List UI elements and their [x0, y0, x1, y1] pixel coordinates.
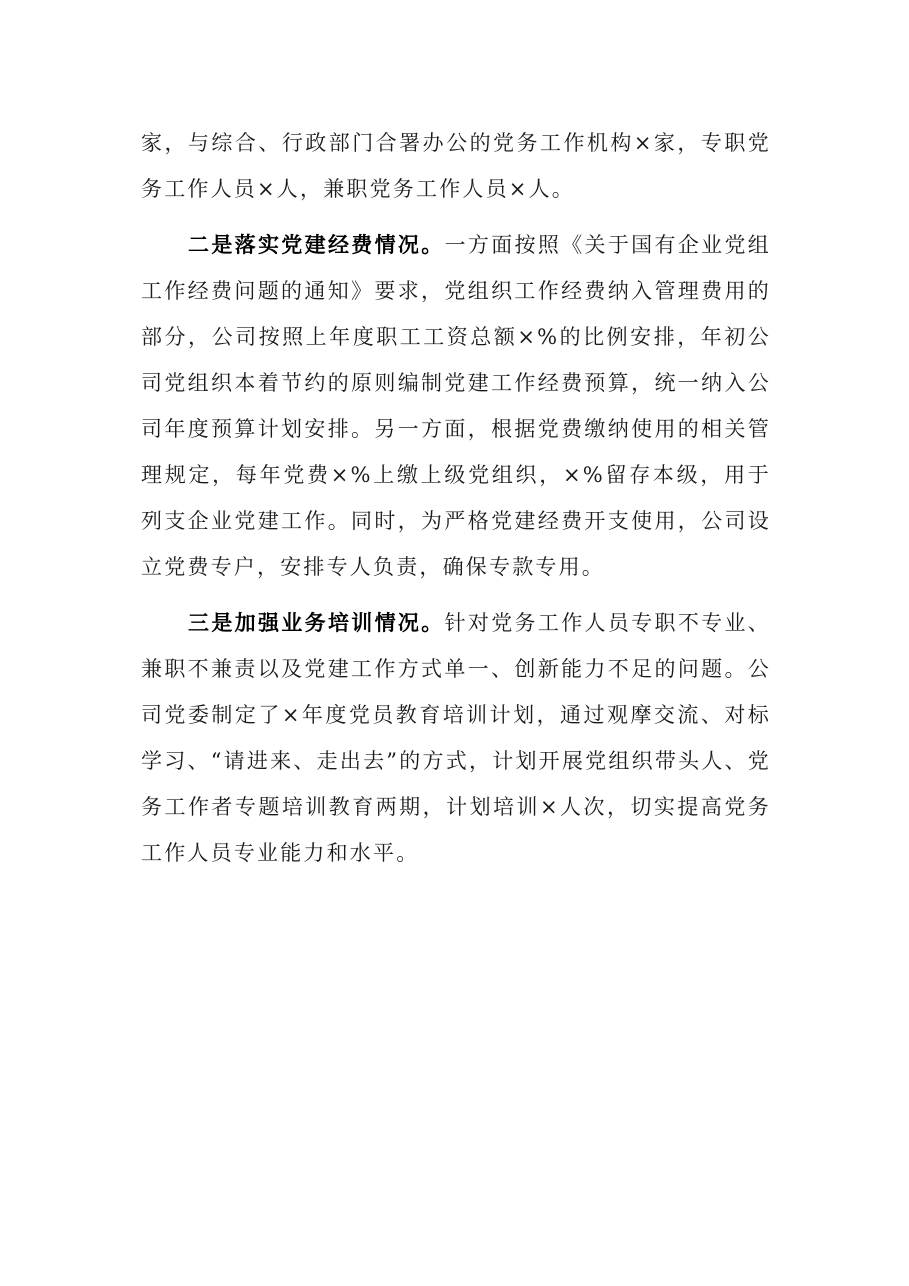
- paragraph-continuation: [141, 120, 771, 212]
- paragraph-training: [141, 600, 771, 876]
- paragraph-heading: 三是加强业务培训情况。: [188, 611, 445, 635]
- paragraph-text: 家，与综合、行政部门合署办公的党务工作机构×家，专职党务工作人员×人，兼职党务工作人员×人。: [141, 131, 771, 201]
- paragraph-text: 针对党务工作人员专职不专业、兼职不兼责以及党建工作方式单一、创新能力不足的问题。公司党委制定了×年度党员教育培训计划，通过观摩交流、对标学习、“请进来、走出去”的方式，计划开展党组织带头人、党务工作者专题培训教育两期，计划培训×人次，切实提高党务工作人员专业能力和水平。: [141, 611, 771, 865]
- paragraph-heading: 二是落实党建经费情况。: [188, 233, 445, 257]
- document-body: [141, 120, 771, 876]
- paragraph-text: 一方面按照《关于国有企业党组工作经费问题的通知》要求，党组织工作经费纳入管理费用的部分，公司按照上年度职工工资总额×%的比例安排，年初公司党组织本着节约的原则编制党建工作经费预算，统一纳入公司年度预算计划安排。另一方面，根据党费缴纳使用的相关管理规定，每年党费×%上缴上级党组织，×%留存本级，用于列支企业党建工作。同时，为严格党建经费开支使用，公司设立党费专户，安排专人负责，确保专款专用。: [141, 233, 771, 579]
- paragraph-party-funding: [141, 222, 771, 590]
